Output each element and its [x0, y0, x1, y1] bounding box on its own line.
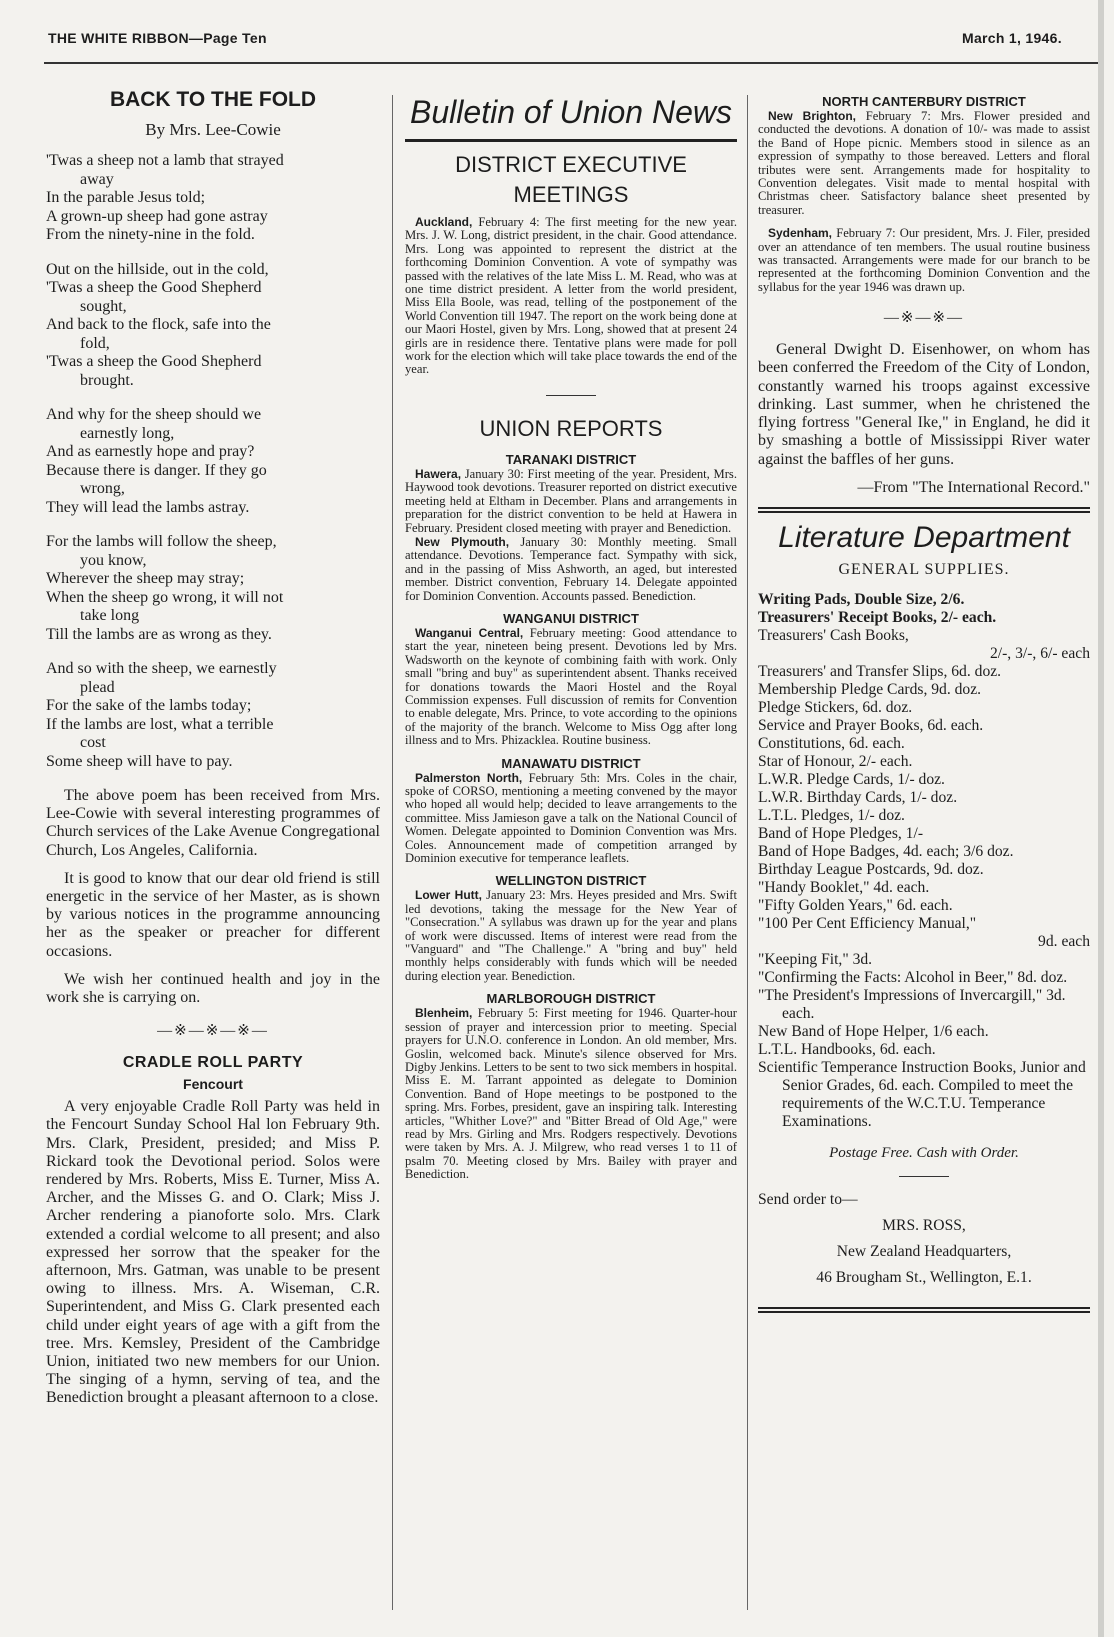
poem-line: They will lead the lambs astray.	[46, 498, 250, 516]
send-order-line: Send order to—	[758, 1190, 858, 1208]
district-name: MARLBOROUGH DISTRICT	[486, 991, 656, 1007]
poem-line: sought,	[80, 297, 127, 315]
report-entry	[405, 1007, 737, 1181]
report-lead: Wanganui Central,	[415, 625, 524, 640]
poem-line: From the ninety-nine in the fold.	[46, 226, 255, 243]
poem-line: For the lambs will follow the sheep,	[46, 533, 277, 550]
supply-item: "Handy Booklet," 4d. each.	[758, 878, 930, 896]
literature-title: Literature Department	[778, 520, 1070, 554]
poem-line: Because there is danger. If they go	[46, 461, 267, 479]
district-name: NORTH CANTERBURY DISTRICT	[822, 94, 1026, 109]
poem-line: Out on the hillside, out in the cold,	[46, 260, 269, 278]
poem-line: 'Twas a sheep the Good Shepherd	[46, 353, 262, 370]
poem-line: For the sake of the lambs today;	[46, 697, 252, 714]
poem-line: fold,	[80, 334, 110, 352]
report-lead: Palmerston North,	[415, 770, 523, 785]
contact-hq: New Zealand Headquarters,	[836, 1242, 1012, 1260]
poem-line: 'Twas a sheep the Good Shepherd	[46, 279, 262, 296]
supplies-list	[758, 591, 1090, 1131]
exec-heading-line: DISTRICT EXECUTIVE	[455, 152, 687, 177]
short-rule	[899, 1176, 949, 1177]
report-text: February 7: Our president, Mrs. J. Filer, presided over an attendance of ten members. The usual routine business was transacted. Arrangements were made for our branch to be represented at the forthcoming Dominion Convention and the syllabus for the year 1946 was drawn up.	[758, 226, 1090, 294]
supply-item: Band of Hope Pledges, 1/-	[758, 824, 924, 842]
supply-item: L.W.R. Pledge Cards, 1/- doz.	[758, 770, 945, 788]
page-edge	[1098, 0, 1104, 1637]
exec-heading-line: MEETINGS	[513, 182, 629, 207]
column-left	[46, 72, 380, 1418]
poem-line: wrong,	[80, 480, 125, 497]
supply-item: L.T.L. Pledges, 1/- doz.	[758, 806, 905, 824]
contact-name: MRS. ROSS,	[882, 1216, 966, 1234]
poem-byline: By Mrs. Lee-Cowie	[145, 120, 281, 139]
poem-title: BACK TO THE FOLD	[109, 88, 317, 111]
poem-line: Wherever the sheep may stray;	[46, 570, 245, 587]
poem-line: brought.	[80, 371, 134, 389]
bulletin-title: Bulletin of Union News	[410, 94, 732, 130]
poem-line: Some sheep will have to pay.	[46, 752, 233, 770]
report-lead: Lower Hutt,	[415, 888, 482, 903]
report-text: January 30: First meeting of the year. President, Mrs. Haywood took devotions. Treasurer reported on district executive meeting held at Eltham in December. Plans and arrangements in preparation for the district convention to be held at Hawera in February. President closed meeting with prayer and Benediction.	[405, 466, 737, 535]
supply-item: Constitutions, 6d. each.	[758, 734, 905, 752]
poem-line: If the lambs are lost, what a terrible	[46, 715, 274, 733]
poem-line: And as earnestly hope and pray?	[46, 443, 255, 460]
poem-line: Till the lambs are as wrong as they.	[46, 625, 272, 643]
report-entry	[405, 216, 737, 377]
poem-line: plead	[80, 678, 115, 696]
supply-item: L.W.R. Birthday Cards, 1/- doz.	[758, 788, 958, 806]
supply-item: Treasurers' and Transfer Slips, 6d. doz.	[758, 662, 1002, 680]
union-reports-heading: UNION REPORTS	[479, 415, 663, 441]
poem-stanza	[46, 533, 380, 644]
report-text: February meeting: Good attendance to start the year, nineteen being present. Devotions led by Mrs. Wadsworth on the keynote of combining faith with work. Only small "bring and buy" as superintendent absent. Thanks received for donations towards the Maori Hostel and the Royal Commission expenses. Full discussion of remits for Convention to enable delegate, Mrs. Prince, to vote according to the opinions of the majority of the branch. Welcome to Miss Ogg after long illness and to Mrs. Phizacklea. Routine business.	[405, 625, 737, 748]
poem-line: When the sheep go wrong, it will not	[46, 588, 284, 606]
supply-item: Birthday League Postcards, 9d. doz.	[758, 860, 984, 878]
column-right	[758, 72, 1090, 1321]
cradle-roll-text: A very enjoyable Cradle Roll Party was held in the Fencourt Sunday School Hal lon February 9th. Mrs. Clark, President, presided; and Miss P. Rickard took the Devotional period. Solos were rendered by Mrs. Roberts, Miss E. Turner, Miss A. Archer, and the Misses G. and O. Clark; Miss J. Archer rendering a pianoforte solo. Mrs. Clark extended a cordial welcome to all present; and also expressed her sorrow that the speaker for the afternoon, Mrs. Gatman, was unable to be present owing to illness. Mrs. A. Wiseman, C.R. Superintendent, and Miss G. Clark presented each child under eight years of age with a gift from the tree. Mrs. Kemsley, President of the Cambridge Union, initiated two new members for our Union. The singing of a hymn, serving of tea, and the Benediction brought a pleasant afternoon to a close.	[46, 1098, 380, 1407]
poem-stanza	[46, 660, 380, 771]
poem-line: take long	[80, 607, 140, 624]
thick-rule	[405, 139, 737, 142]
poem-line: In the parable Jesus told;	[46, 189, 206, 206]
short-rule	[546, 395, 596, 396]
article-paragraph: It is good to know that our dear old friend is still energetic in the service of her Master, as is shown by various notices in the programme announcing her as the speaker or preacher for different occasions.	[46, 869, 380, 960]
eisenhower-source: —From "The International Record."	[857, 478, 1090, 496]
report-entry	[758, 227, 1090, 294]
supply-item: Service and Prayer Books, 6d. each.	[758, 716, 984, 734]
eisenhower-paragraph: General Dwight D. Eisenhower, on whom has been conferred the Freedom of the City of London, constantly warned his troops against excessive drinking. Last summer, when he christened the flying fortress "General Ike," in England, he did it by smashing a bottle of Mississippi River water against the baffles of her guns.	[758, 341, 1090, 468]
report-lead: Sydenham,	[768, 226, 833, 241]
district-name: MANAWATU DISTRICT	[501, 755, 641, 771]
running-header-date: March 1, 1946.	[962, 30, 1062, 46]
supply-item: "Keeping Fit," 3d.	[758, 950, 873, 968]
supply-item: Treasurers' Cash Books,	[758, 626, 909, 644]
supply-item: Star of Honour, 2/- each.	[758, 752, 913, 770]
supply-item: "Fifty Golden Years," 6d. each.	[758, 896, 953, 914]
double-rule	[758, 507, 1090, 513]
ornament-divider: —※—※—	[883, 310, 965, 327]
exec-heading	[405, 150, 737, 210]
header-rule	[44, 62, 1099, 64]
supply-item: 9d. each	[1038, 932, 1090, 950]
supply-item: Writing Pads, Double Size, 2/6.	[758, 590, 965, 608]
ornament-divider: —※—※—※—	[157, 1023, 269, 1040]
poem-line: A grown-up sheep had gone astray	[46, 207, 268, 225]
report-entry	[405, 536, 737, 603]
poem-stanza	[46, 406, 380, 517]
report-text: January 30: Monthly meeting. Small attendance. Devotions. Temperance fact. Sympathy with sick, and in the passing of Miss Ashworth, an aged, but interested member. District convention, February 14. Delegate appointed for Dominion Convention. Accounts passed. Benediction.	[405, 534, 737, 603]
report-entry	[758, 110, 1090, 217]
report-text: February 5: First meeting for 1946. Quarter-hour session of prayer and intercession prior to meeting. Special prayers for U.N.O. conference in London. An old member, Mrs. Goslin, welcomed back. Minute's silence observed for Mrs. Digby Jenkins. Letters to be sent to two sick members in hospital. Miss E. M. Tarrant appointed as delegate to Dominion Convention. Band of Hope meetings to be postponed to the spring. Mrs. Forbes, president, gave an inspiring talk. Interesting articles, "Whither Love?" and "Bitter Bread of Old Age," were read by Mrs. Girling and Mrs. Rodgers respectively. Devotions were taken by Mrs. A. J. Milgrew, who read verses 1 to 11 of psalm 70. Meeting closed by Mrs. Bailey with prayer and Benediction.	[405, 1006, 737, 1182]
report-entry	[405, 772, 737, 866]
double-rule	[758, 1307, 1090, 1313]
article-paragraph: The above poem has been received from Mrs. Lee-Cowie with several interesting programmes of Church services of the Lake Avenue Congregational Church, Los Angeles, California.	[46, 787, 380, 859]
poem-line: you know,	[80, 551, 147, 569]
supply-item: "100 Per Cent Efficiency Manual,"	[758, 914, 977, 932]
cradle-roll-subtitle: Fencourt	[183, 1076, 243, 1093]
district-name: WELLINGTON DISTRICT	[495, 873, 647, 889]
report-lead: New Brighton,	[768, 109, 856, 123]
report-entry	[405, 627, 737, 748]
postage-note: Postage Free. Cash with Order.	[829, 1144, 1019, 1161]
supply-item: Pledge Stickers, 6d. doz.	[758, 698, 913, 716]
poem-stanza	[46, 261, 380, 391]
district-name: WANGANUI DISTRICT	[503, 610, 639, 626]
supply-item: Band of Hope Badges, 4d. each; 3/6 doz.	[758, 842, 1014, 860]
poem-line: 'Twas a sheep not a lamb that strayed	[46, 152, 284, 169]
supply-item: Treasurers' Receipt Books, 2/- each.	[758, 608, 997, 626]
column-middle	[405, 72, 737, 1183]
district-name: TARANAKI DISTRICT	[505, 451, 637, 467]
supply-item: "Confirming the Facts: Alcohol in Beer," 8d. doz.	[758, 968, 1068, 986]
poem-line: away	[80, 170, 114, 188]
report-text: January 23: Mrs. Heyes presided and Mrs. Swift led devotions, taking the message for the New Year of "Consecration." A syllabus was drawn up for the year and plans of work were discussed. Items of interest were read from the "Vanguard" and "The Challenge." A "bring and buy" held monthly helps considerably with funds which will be needed during election year. Benediction.	[405, 888, 737, 983]
supply-item: "The President's Impressions of Invercargill," 3d. each.	[758, 986, 1066, 1022]
supply-item: Scientific Temperance Instruction Books, Junior and Senior Grades, 6d. each. Compiled to meet the requirements of the W.C.T.U. Temperance Examinations.	[758, 1058, 1086, 1130]
column-divider	[747, 95, 748, 1610]
report-text: February 5th: Mrs. Coles in the chair, spoke of CORSO, mentioning a meeting convened by the mayor who hoped all would help; decided to leave arrangements to the committee. Miss Jamieson gave a talk on the National Council of Women. Delegate appointed to Dominion Convention was Mrs. Coles. Announcement made of competition arranged by Dominion executive for temperance leaflets.	[405, 770, 737, 866]
poem-line: cost	[80, 734, 106, 751]
article-paragraph: We wish her continued health and joy in the work she is carrying on.	[46, 970, 380, 1007]
literature-subtitle: GENERAL SUPPLIES.	[838, 560, 1010, 578]
poem-line: And so with the sheep, we earnestly	[46, 660, 277, 677]
poem-line: And why for the sheep should we	[46, 406, 262, 423]
contact-address: 46 Brougham St., Wellington, E.1.	[816, 1268, 1032, 1286]
report-text: February 4: The first meeting for the new year. Mrs. J. W. Long, district president, in the chair. Good attendance. Mrs. Long was appointed to represent the district at the forthcoming Dominion Convention. A vote of sympathy was passed with the relatives of the late Miss L. M. Read, who was at one time district president. A letter from the world president, Miss Ella Boole, was read, telling of the postponement of the World Convention till 1947. The report on the work being done at our Maori Hostel, given by Mrs. Long, showed that at present 24 girls are in residence there. Tentative plans were made for poll work for the election which will take place towards the end of the year.	[405, 215, 737, 377]
poem-line: earnestly long,	[80, 424, 175, 442]
supply-item: 2/-, 3/-, 6/- each	[989, 644, 1090, 662]
supply-item: L.T.L. Handbooks, 6d. each.	[758, 1040, 936, 1058]
column-divider	[392, 95, 393, 1610]
report-entry	[405, 468, 737, 535]
report-lead: Hawera,	[415, 466, 462, 481]
running-header-left: THE WHITE RIBBON—Page Ten	[48, 30, 267, 46]
report-lead: Auckland,	[415, 215, 473, 229]
supply-item: Membership Pledge Cards, 9d. doz.	[758, 680, 982, 698]
report-entry	[405, 889, 737, 983]
poem-stanza	[46, 152, 380, 245]
poem-line: And back to the flock, safe into the	[46, 316, 271, 333]
cradle-roll-title: CRADLE ROLL PARTY	[122, 1054, 304, 1072]
report-lead: New Plymouth,	[415, 534, 510, 549]
report-text: February 7: Mrs. Flower presided and conducted the devotions. A donation of 10/- was made to assist the Band of Hope picnic. Members stood in silence as an expression of sympathy to those bereaved. Letters and floral tributes were sent. Arrangements made for hospitality to Convention delegates. Visit made to mental hospital with Christmas cheer. Satisfactory balance sheet presented by treasurer.	[758, 109, 1091, 217]
supply-item: New Band of Hope Helper, 1/6 each.	[758, 1022, 989, 1040]
report-lead: Blenheim,	[415, 1006, 473, 1021]
